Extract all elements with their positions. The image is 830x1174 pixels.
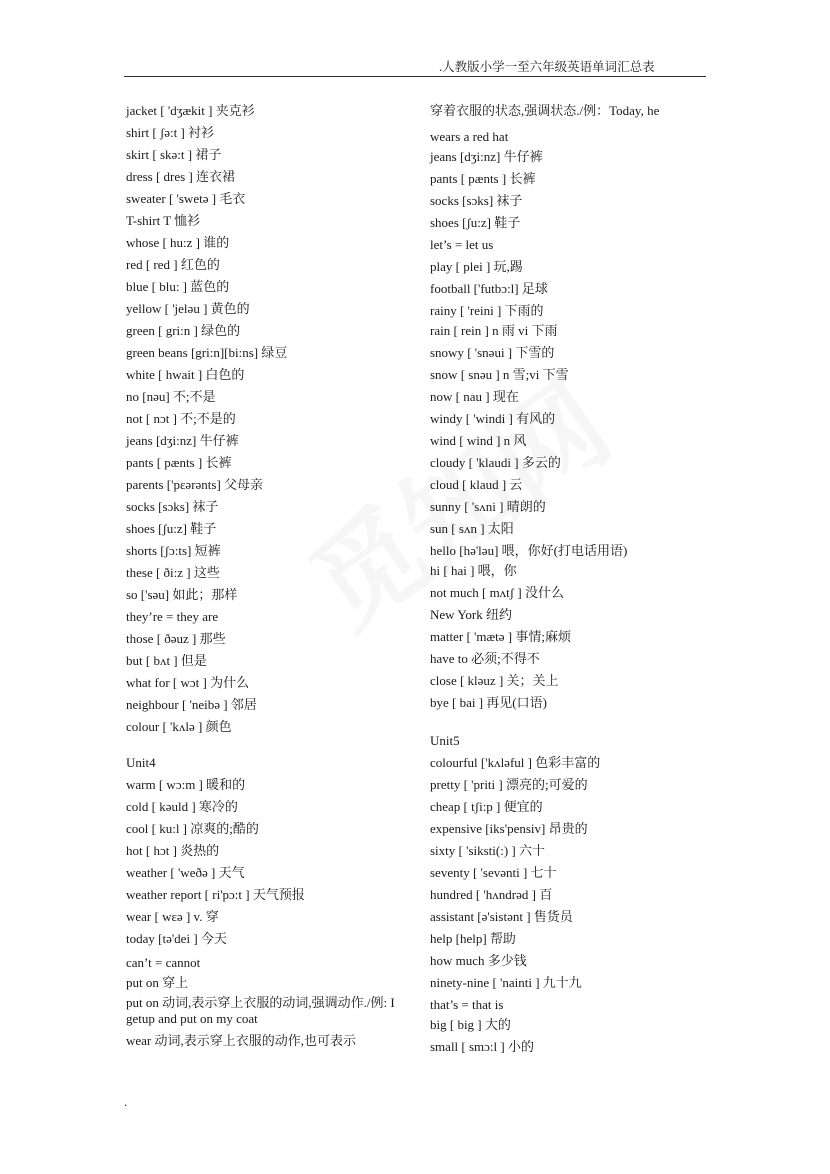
vocab-entry: so ['səu] 如此；那样: [126, 587, 238, 602]
vocab-entry: sun [ sʌn ] 太阳: [430, 521, 514, 536]
vocab-entry: sweater [ 'swetə ] 毛衣: [126, 191, 246, 206]
vocab-entry: can’t = cannot: [126, 955, 201, 970]
vocab-entry: shorts [ʃɔ:ts] 短裤: [126, 543, 221, 558]
vocab-entry: rainy [ 'reini ] 下雨的: [430, 303, 544, 318]
page-title: .人教版小学一至六年级英语单词汇总表: [439, 60, 655, 74]
vocab-entry: wear 动词,表示穿上衣服的动作,也可表示: [126, 1033, 357, 1048]
vocab-entry: green [ gri:n ] 绿色的: [126, 323, 241, 338]
vocab-entry: snowy [ 'snəui ] 下雪的: [430, 345, 555, 360]
vocab-entry: socks [sɔks] 袜子: [430, 193, 523, 208]
vocab-entry: expensive [iks'pensiv] 昂贵的: [430, 821, 588, 836]
vocab-entry: white [ hwait ] 白色的: [126, 367, 245, 382]
vocab-entry: blue [ blu: ] 蓝色的: [126, 279, 230, 294]
vocab-entry: hello [hə'ləu] 喂，你好(打电话用语): [430, 543, 628, 558]
unit-heading: Unit5: [430, 733, 460, 748]
vocab-entry: pants [ pænts ] 长裤: [430, 171, 536, 186]
vocab-entry: sunny [ 'sʌni ] 晴朗的: [430, 499, 546, 514]
vocab-entry: big [ big ] 大的: [430, 1017, 511, 1032]
vocab-entry: shoes [ʃu:z] 鞋子: [430, 215, 521, 230]
vocab-entry: jeans [dʒi:nz] 牛仔裤: [126, 433, 239, 448]
vocab-entry: not much [ mʌtʃ ] 没什么: [430, 585, 564, 600]
vocab-entry: today [tə'dei ] 今天: [126, 931, 227, 946]
vocab-entry: neighbour [ 'neibə ] 邻居: [126, 697, 257, 712]
vocab-entry: they’re = they are: [126, 609, 219, 624]
vocab-entry: green beans [gri:n][bi:ns] 绿豆: [126, 345, 288, 360]
vocab-entry: cloudy [ 'klaudi ] 多云的: [430, 455, 561, 470]
vocab-entry: sixty [ 'siksti(:) ] 六十: [430, 843, 546, 858]
vocab-entry: shoes [ʃu:z] 鞋子: [126, 521, 217, 536]
vocab-entry: help [help] 帮助: [430, 931, 516, 946]
vocab-entry: snow [ snəu ] n 雪;vi 下雪: [430, 367, 569, 382]
vocab-entry: cold [ kəuld ] 寒冷的: [126, 799, 238, 814]
vocab-entry: shirt [ ʃə:t ] 衬衫: [126, 125, 215, 140]
vocab-entry: not [ nɔt ] 不;不是的: [126, 411, 236, 426]
vocab-entry: warm [ wɔ:m ] 暖和的: [126, 777, 246, 792]
vocab-entry: pants [ pænts ] 长裤: [126, 455, 232, 470]
vocab-entry: that’s = that is: [430, 997, 504, 1012]
vocab-entry: let’s = let us: [430, 237, 494, 252]
vocab-entry: cool [ ku:l ] 凉爽的;酷的: [126, 821, 259, 836]
vocab-entry: jeans [dʒi:nz] 牛仔裤: [430, 149, 543, 164]
vocab-entry: jacket [ 'dʒækit ] 夹克衫: [126, 103, 255, 118]
vocab-entry: hundred [ 'hʌndrəd ] 百: [430, 887, 553, 902]
vocab-entry: T-shirt T 恤衫: [126, 213, 201, 228]
vocab-entry: put on 动词,表示穿上衣服的动词,强调动作./例: I getup and put on my coat: [126, 995, 395, 1026]
vocab-entry: pretty [ 'priti ] 漂亮的;可爱的: [430, 777, 588, 792]
vocab-entry: colourful ['kʌləful ] 色彩丰富的: [430, 755, 601, 770]
vocab-entry: whose [ hu:z ] 谁的: [126, 235, 230, 250]
vocab-entry: parents ['pεərənts] 父母亲: [126, 477, 264, 492]
vocab-entry: small [ smɔ:l ] 小的: [430, 1039, 534, 1054]
vocab-entry: football ['futbɔ:l] 足球: [430, 281, 548, 296]
unit-heading: Unit4: [126, 755, 156, 770]
vocab-entry: 穿着衣服的状态,强调状态./例：Today, he: [430, 103, 660, 118]
vocab-entry: now [ nau ] 现在: [430, 389, 519, 404]
vocab-entry: rain [ rein ] n 雨 vi 下雨: [430, 323, 558, 338]
vocab-entry: play [ plei ] 玩,踢: [430, 259, 523, 274]
vocab-entry: those [ ðəuz ] 那些: [126, 631, 226, 646]
vocab-entry: red [ red ] 红色的: [126, 257, 220, 272]
vocab-entry: socks [sɔks] 袜子: [126, 499, 219, 514]
vocab-entry: weather report [ ri'pɔ:t ] 天气预报: [126, 887, 305, 902]
vocab-entry: yellow [ 'jeləu ] 黄色的: [126, 301, 250, 316]
vocab-entry: matter [ 'mætə ] 事情;麻烦: [430, 629, 571, 644]
vocab-entry: cloud [ klaud ] 云: [430, 477, 523, 492]
page-header: [124, 60, 706, 77]
vocab-entry: assistant [ə'sistənt ] 售货员: [430, 909, 573, 924]
vocab-entry: wears a red hat: [430, 129, 509, 144]
vocab-entry: ninety-nine [ 'nainti ] 九十九: [430, 975, 582, 990]
vocab-entry: cheap [ tʃi:p ] 便宜的: [430, 799, 543, 814]
vocab-entry: windy [ 'windi ] 有风的: [430, 411, 556, 426]
vocab-entry: how much 多少钱: [430, 953, 527, 968]
vocab-entry: weather [ 'weðə ] 天气: [126, 865, 245, 880]
vocab-entry: wind [ wind ] n 风: [430, 433, 527, 448]
vocab-entry: hi [ hai ] 喂，你: [430, 563, 517, 578]
vocab-entry: what for [ wɔt ] 为什么: [126, 675, 250, 690]
vocab-entry: skirt [ skə:t ] 裙子: [126, 147, 222, 162]
vocab-entry: no [nəu] 不;不是: [126, 389, 216, 404]
vocab-entry: put on 穿上: [126, 975, 189, 990]
vocab-entry: close [ kləuz ] 关；关上: [430, 673, 559, 688]
vocab-entry: dress [ dres ] 连衣裙: [126, 169, 236, 184]
vocab-entry: wear [ wεə ] v. 穿: [126, 909, 219, 924]
vocab-entry: bye [ bai ] 再见(口语): [430, 695, 547, 710]
vocab-entry: seventy [ 'sevənti ] 七十: [430, 865, 557, 880]
vocab-entry: but [ bʌt ] 但是: [126, 653, 207, 668]
vocab-entry: New York 纽约: [430, 607, 512, 622]
vocab-entry: have to 必须;不得不: [430, 651, 540, 666]
vocab-entry: colour [ 'kʌlə ] 颜色: [126, 719, 232, 734]
vocab-entry: these [ ði:z ] 这些: [126, 565, 220, 580]
footer-mark: .: [124, 1094, 128, 1109]
vocab-entry: hot [ hɔt ] 炎热的: [126, 843, 220, 858]
